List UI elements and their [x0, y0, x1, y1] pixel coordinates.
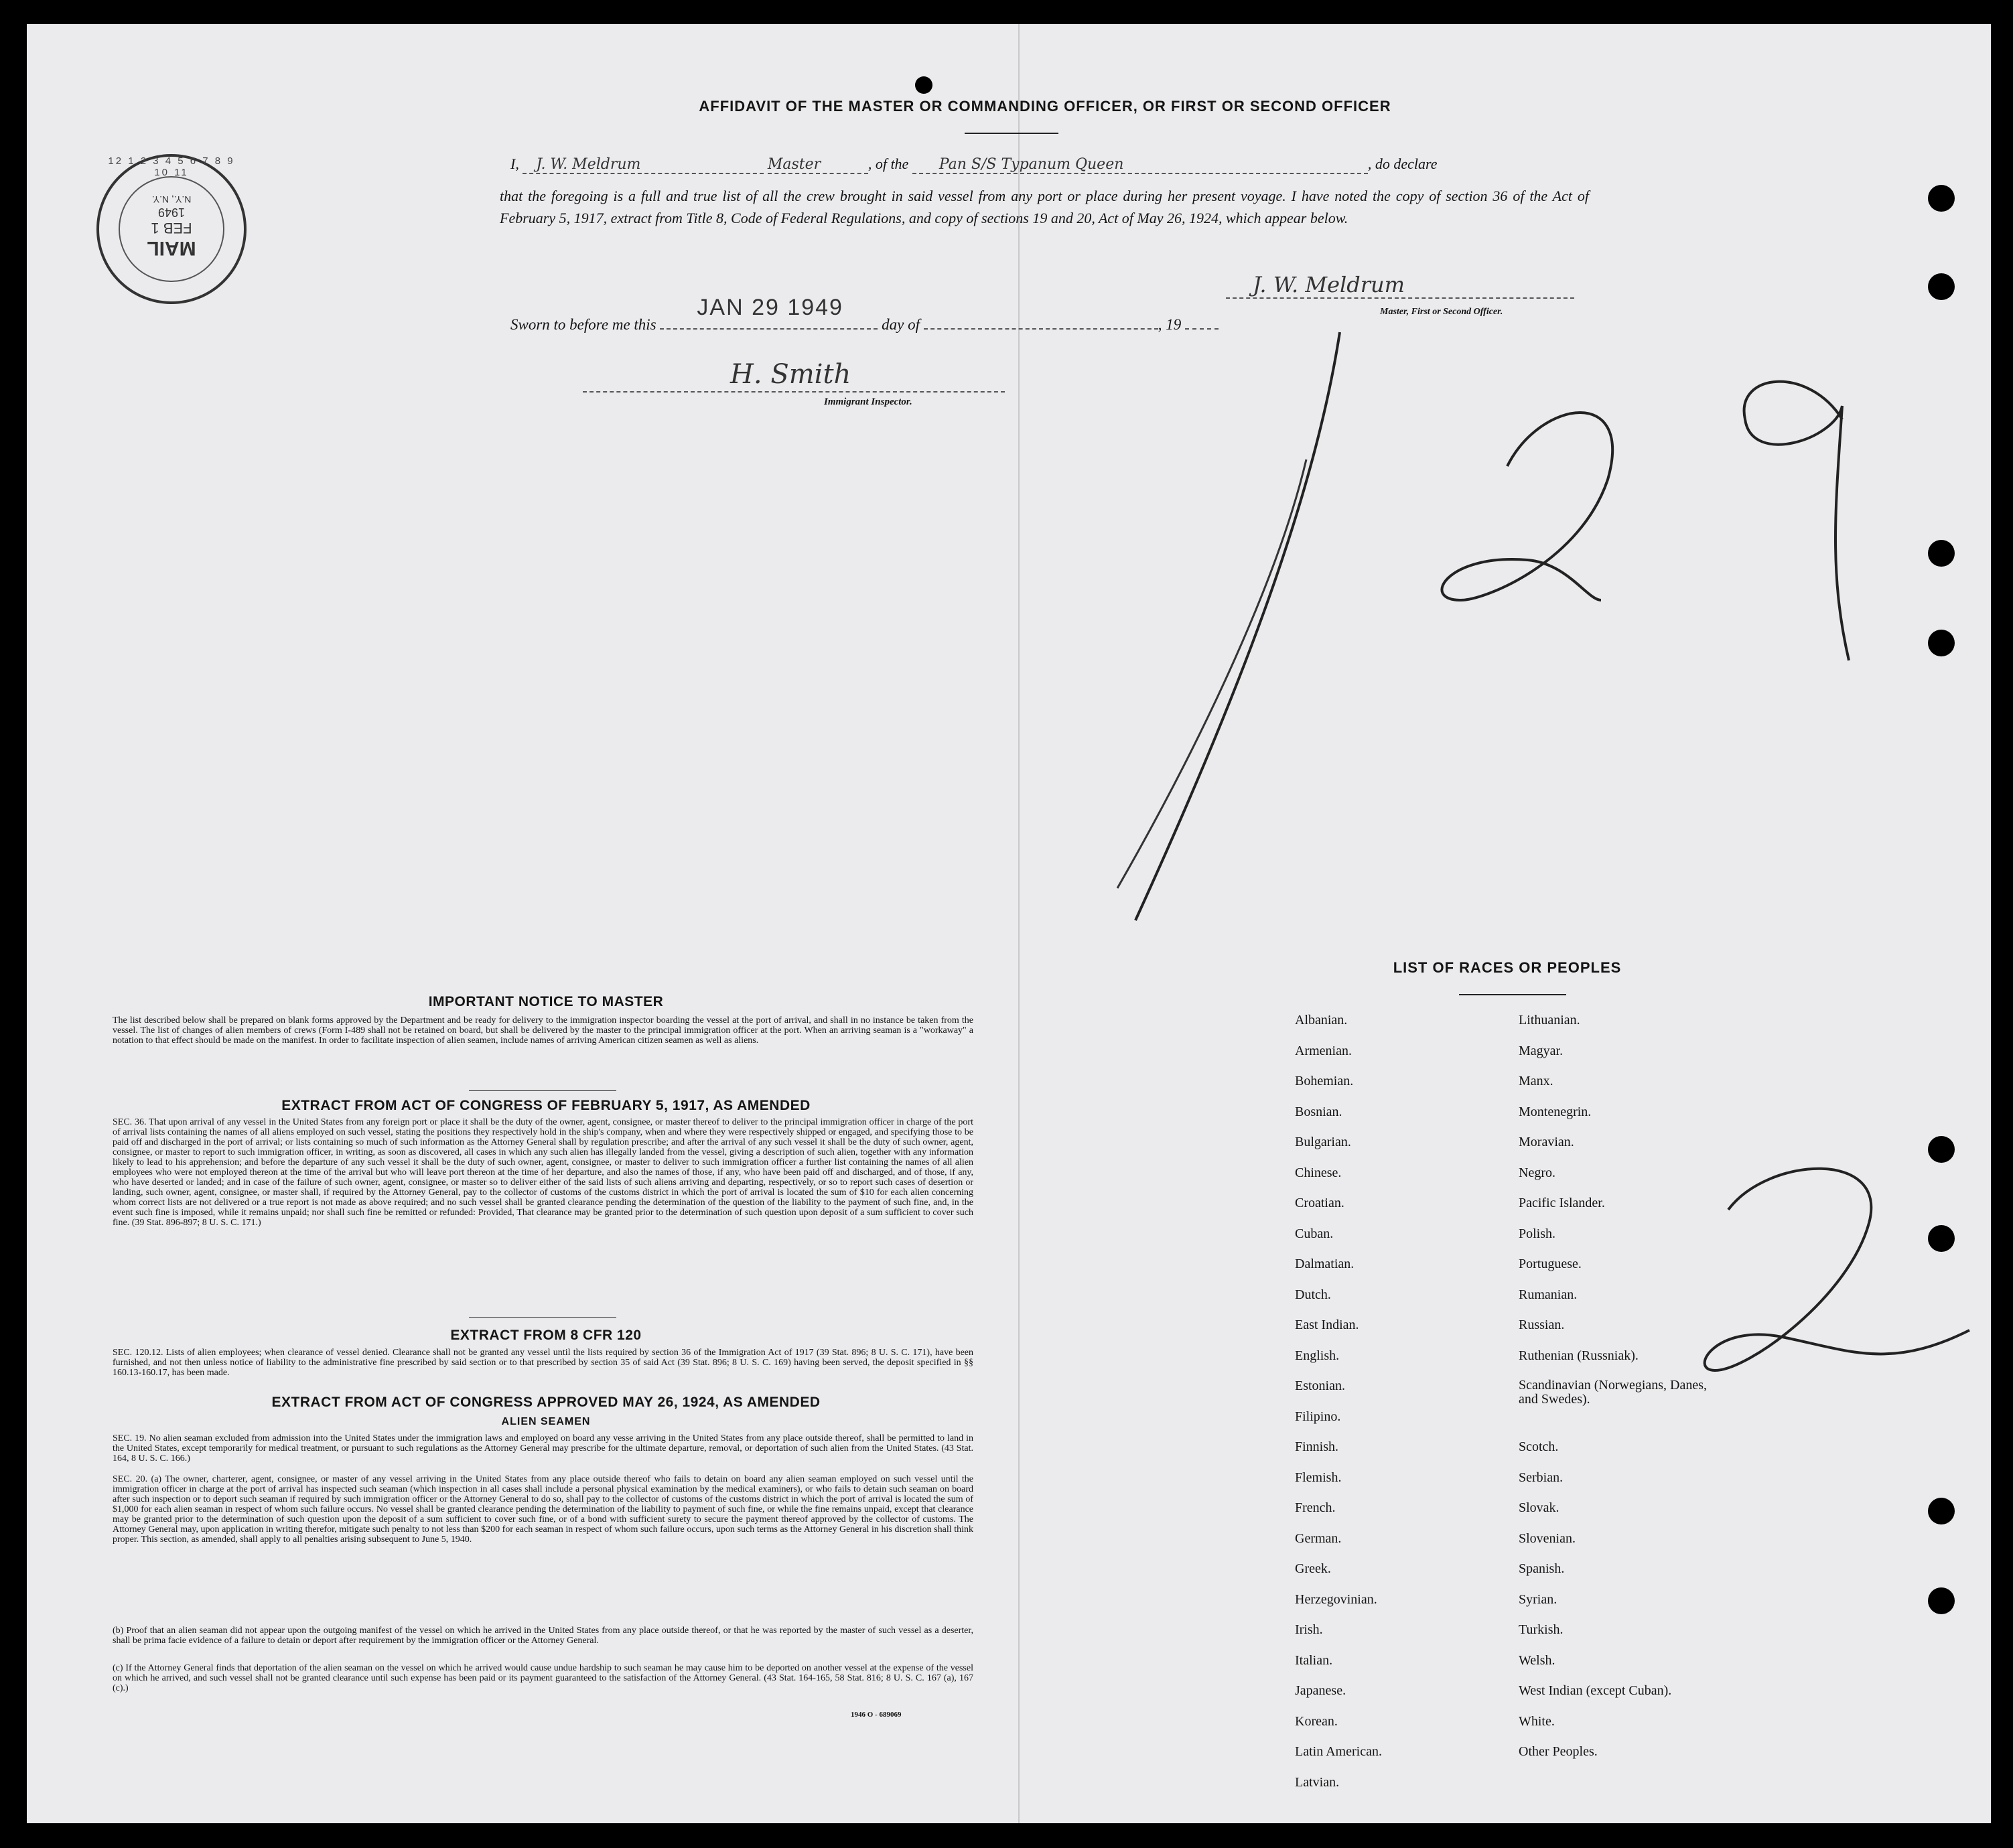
- races-rule: [1459, 994, 1566, 995]
- race-item: Flemish.: [1295, 1470, 1342, 1485]
- race-item: Albanian.: [1295, 1013, 1348, 1027]
- date-stamp-text: JAN 29 1949: [697, 295, 843, 320]
- race-item: Montenegrin.: [1519, 1104, 1592, 1119]
- declaration-body: that the foregoing is a full and true list of all the crew brought in said vessel from any port or place during her present voyage. I have noted the copy of section 36 of the Act of February 5, 1917, extract from Title 8, Code of Federal Regulations, and copy of sections 19 and 20, Act of May 26, 1924, which appear below.: [500, 188, 1589, 226]
- master-signature-block: [1226, 272, 1574, 317]
- center-fold: [1018, 24, 1020, 1823]
- notice-title: IMPORTANT NOTICE TO MASTER: [428, 994, 664, 1009]
- punch-hole: [1928, 185, 1955, 212]
- race-item: Dutch.: [1295, 1287, 1331, 1302]
- vessel-name: Pan S/S Typanum Queen: [912, 156, 1368, 174]
- punch-hole: [1928, 273, 1955, 300]
- extract-1924-subtitle: ALIEN SEAMEN: [501, 1416, 591, 1427]
- race-item: Slovenian.: [1519, 1531, 1576, 1546]
- punch-hole: [1928, 1587, 1955, 1614]
- sworn-label: Sworn to before me this: [510, 316, 656, 333]
- race-item: Herzegovinian.: [1295, 1591, 1377, 1607]
- extract-1924-title: EXTRACT FROM ACT OF CONGRESS APPROVED MAY 26, 1924, AS AMENDED: [271, 1395, 821, 1410]
- extract-1917-title: EXTRACT FROM ACT OF CONGRESS OF FEBRUARY 5, 1917, AS AMENDED: [281, 1098, 811, 1113]
- race-item: Japanese.: [1295, 1683, 1346, 1698]
- do-declare-label: , do declare: [1367, 155, 1438, 172]
- postal-stamp: [94, 151, 249, 307]
- race-item: Spanish.: [1519, 1561, 1565, 1576]
- extract-1924-sec20b: (b) Proof that an alien seaman did not appear upon the outgoing manifest of the vessel on which he arrived in the United States from any place outside thereof, or that he was reported by the master of such vessel as a deserter, shall be prima facie evidence of a failure to detain or deport after requirement by the immigration officer or the Attorney General.: [113, 1626, 973, 1646]
- races-title: LIST OF RACES OR PEOPLES: [1393, 959, 1622, 976]
- master-rank: Master: [768, 156, 868, 174]
- race-item: Serbian.: [1519, 1470, 1564, 1485]
- race-item: East Indian.: [1295, 1318, 1359, 1332]
- inspector-caption: Immigrant Inspector.: [824, 397, 912, 407]
- punch-hole: [1928, 630, 1955, 656]
- extract-1924-sec19: SEC. 19. No alien seaman excluded from admission into the United States under the immigration laws and employed on board any vesse arriving in the United States from any place outside thereof, shall be permitted to land in the United States, except temporarily for medical treatment, or pursuant to such regulations as the Attorney General may prescribe for the ultimate departure, removal, or deportation of such alien from the United States. (43 Stat. 164, 8 U. S. C. 166.): [113, 1433, 973, 1464]
- document-sheet: [27, 24, 1991, 1823]
- race-item: Ruthenian (Russniak).: [1519, 1348, 1639, 1363]
- race-item: West Indian (except Cuban).: [1519, 1683, 1672, 1698]
- race-item: Russian.: [1519, 1318, 1565, 1332]
- race-item: Turkish.: [1519, 1622, 1564, 1637]
- race-item: French.: [1295, 1500, 1336, 1515]
- race-item: Croatian.: [1295, 1196, 1344, 1210]
- title-rule: [965, 133, 1058, 134]
- race-item: English.: [1295, 1348, 1340, 1363]
- punch-hole: [915, 76, 932, 94]
- race-item: Bosnian.: [1295, 1104, 1342, 1119]
- race-item: Cuban.: [1295, 1226, 1334, 1241]
- punch-hole: [1928, 540, 1955, 567]
- race-item: Welsh.: [1519, 1652, 1555, 1668]
- race-item: Armenian.: [1295, 1043, 1352, 1058]
- race-item: Italian.: [1295, 1652, 1333, 1668]
- extract-1917-body: SEC. 36. That upon arrival of any vessel in the United States from any foreign port or place it shall be the duty of the owner, agent, consignee, or master thereof to deliver to the principal immigration officer in charge of the port of arrival lists containing the names of all aliens employed on such vessel, stating the positions they respectively hold in the ship's company, when and where they were respectively shipped or engaged, and specifying those to be paid off and discharged in the port of arrival; or lists containing so much of such information as the Attorney General shall by regulation prescribe; and after the arrival of any such vessel it shall be the duty of such owner, agent, consignee, or master to report to such immigration officer, in writing, as soon as discovered, all cases in which any such alien has illegally landed from the vessel, giving a description of such alien, together with any information likely to lead to his apprehension; and before the departure of any such vessel it shall be the duty of such owner, agent, consignee, or master to deliver to such immigration officer a further list containing the names of all alien employees who were not employed thereon at the time of the arrival but who will leave port thereon at the time of her departure, and also the names of those, if any, who have been paid off and discharged, and of those, if any, who have deserted or landed; and in case of the failure of such owner, agent, consignee, or master so to deliver either of the said lists of such aliens arriving and departing, respectively, or so to report such cases of desertion or landing, such owner, agent, consignee, or master shall, if required by the Attorney General, pay to the collector of customs of the customs district in which the port of arrival is located the sum of $10 for each alien concerning whom correct lists are not delivered or a true report is not made as above required; and no such vessel shall be granted clearance pending the determination of the question of the liability to the payment of such fine, and, in the event such fine is imposed, while it remains unpaid; nor shall such fine be remitted or refunded: Provided, That clearance may be granted prior to the determination of such question upon deposit of a sum sufficient to cover such fine. (39 Stat. 896-897; 8 U. S. C. 171.): [113, 1117, 973, 1228]
- master-name: J. W. Meldrum: [523, 156, 764, 174]
- race-item: Other Peoples.: [1519, 1744, 1598, 1759]
- race-item: Rumanian.: [1519, 1287, 1578, 1302]
- race-item: White.: [1519, 1713, 1555, 1729]
- handwritten-date-mark: [1112, 305, 1876, 948]
- master-signature-caption: Master, First or Second Officer.: [1380, 307, 1503, 317]
- stamp-digits: 12 1 2 3 4 5 6 7 8 9 10 11: [108, 155, 235, 178]
- race-item: Latin American.: [1295, 1744, 1382, 1759]
- race-item: Magyar.: [1519, 1043, 1564, 1058]
- race-item: Greek.: [1295, 1561, 1331, 1576]
- race-item: Filipino.: [1295, 1409, 1341, 1424]
- print-code: 1946 O - 689069: [851, 1711, 902, 1719]
- race-item: Negro.: [1519, 1165, 1555, 1180]
- extract-1917-rule: [469, 1317, 616, 1318]
- race-item: Manx.: [1519, 1074, 1553, 1088]
- race-item: [1519, 1409, 1760, 1440]
- inspector-signature: H. Smith: [583, 359, 1005, 393]
- races-column-1: [1295, 1013, 1496, 1805]
- race-item: Portuguese.: [1519, 1257, 1582, 1271]
- race-item: Dalmatian.: [1295, 1257, 1355, 1271]
- extract-cfr-body: SEC. 120.12. Lists of alien employees; when clearance of vessel denied. Clearance shall not be granted any vessel until the lists required by section 36 of the Immigration Act of 1917 (39 Stat. 896; 8 U. S. C. 171), have been furnished, and not then unless notice of liability to the administrative fine prescribed by said section or to that prescribed by section 35 of said Act (39 Stat. 896; 8 U. S. C. 169) having been served, the deposit specified in §§ 160.13-160.17, has been made.: [113, 1348, 973, 1378]
- race-item: [1519, 1775, 1760, 1806]
- race-item: Moravian.: [1519, 1135, 1574, 1149]
- race-item: Slovak.: [1519, 1500, 1559, 1515]
- year-prefix: , 19: [1158, 316, 1182, 333]
- stamp-line-4: N.Y., N.Y.: [151, 194, 192, 205]
- race-item: Chinese.: [1295, 1165, 1342, 1180]
- notice-body: The list described below shall be prepared on blank forms approved by the Department and be ready for delivery to the immigration inspector boarding the vessel at the port of arrival, and shall in no instance be taken from the vessel. The list of changes of alien members of crews (Form I-489 shall not be retained on board, but shall be delivered by the master to the principal immigration officer at the port. When an arriving seaman is a "workaway" a notation to that effect should be made on the manifest. In order to facilitate inspection of alien seamen, include names of arriving American citizen seamen as well as aliens.: [113, 1015, 973, 1046]
- extract-1924-sec20: SEC. 20. (a) The owner, charterer, agent, consignee, or master of any vessel arriving in the United States from any place outside thereof who fails to detain on board any alien seaman employed on such vessel until the immigration officer in charge at the port of arrival has inspected such seaman (which inspection in all cases shall include a personal physical examination by the medical examiners), or who fails to detain such seaman on board after such inspection or to deport such seaman if required by such immigration officer or the Attorney General to do so, shall pay to the collector of customs of the customs district in which the port of arrival is located the sum of $1,000 for each alien seaman in respect of whom such failure occurs. No vessel shall be granted clearance pending the determination of the liability to payment of such fine, or while the fine remains unpaid, except that clearance may be granted prior to the determination of such question upon the deposit of a sum sufficient to cover such fine, or of a bond with sufficient surety to secure the payment thereof approved by the collector of customs. The Attorney General may, upon application in writing therefor, mitigate such penalty to not less than $200 for each seaman in respect of whom such failure occurs, upon such terms as the Attorney General in his discretion shall think proper. This section, as amended, shall apply to all penalties arising subsequent to June 5, 1940.: [113, 1474, 973, 1545]
- race-item: Estonian.: [1295, 1378, 1345, 1393]
- stamp-line-1: MAIL: [147, 237, 196, 259]
- stamp-line-3: 1949: [157, 206, 186, 219]
- races-column-2: [1519, 1013, 1760, 1805]
- race-item: Bulgarian.: [1295, 1135, 1351, 1149]
- extract-1924-sec20c: (c) If the Attorney General finds that deportation of the alien seaman on the vessel on which he arrived would cause undue hardship to such seaman he may cause him to be deported on another vessel at the expense of the vessel on which he arrived, and such vessel shall not be granted clearance until such expense has been paid or its payment guaranteed to the satisfaction of the Attorney General. (43 Stat. 164-165, 58 Stat. 816; 8 U. S. C. 167 (a), 167 (c).): [113, 1663, 973, 1693]
- declaration-line: [510, 155, 1589, 174]
- race-item: Latvian.: [1295, 1774, 1340, 1790]
- inspector-signature-block: [583, 359, 1005, 407]
- race-item: Pacific Islander.: [1519, 1196, 1605, 1210]
- declaration-prefix: I,: [510, 155, 519, 172]
- day-of-label: day of: [882, 316, 920, 333]
- extract-cfr-title: EXTRACT FROM 8 CFR 120: [450, 1328, 642, 1343]
- notice-rule: [469, 1090, 616, 1091]
- stamp-line-2: FEB 1: [151, 220, 192, 236]
- race-item: Korean.: [1295, 1713, 1338, 1729]
- race-item: German.: [1295, 1531, 1342, 1546]
- race-item: Syrian.: [1519, 1591, 1557, 1607]
- race-item: Scotch.: [1519, 1439, 1559, 1454]
- master-signature: J. W. Meldrum: [1226, 272, 1574, 299]
- race-item: Irish.: [1295, 1622, 1323, 1637]
- race-item: Lithuanian.: [1519, 1013, 1580, 1027]
- of-the-label: , of the: [867, 155, 909, 172]
- race-item: Bohemian.: [1295, 1074, 1354, 1088]
- race-item: Finnish.: [1295, 1439, 1339, 1454]
- affidavit-title: AFFIDAVIT OF THE MASTER OR COMMANDING OFFICER, OR FIRST OR SECOND OFFICER: [699, 98, 1391, 115]
- punch-hole: [1928, 1498, 1955, 1524]
- race-item: Scandinavian (Norwegians, Danes, and Swedes).: [1519, 1378, 1708, 1407]
- race-item: Polish.: [1519, 1226, 1556, 1241]
- date-stamp: [660, 295, 878, 330]
